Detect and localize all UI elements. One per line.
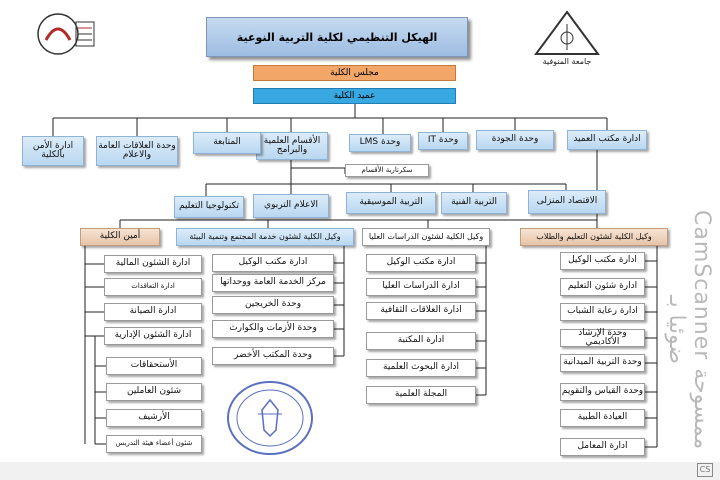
unit-it: وحدة IT	[418, 132, 468, 150]
edu-item: ادارة رعاية الشباب	[560, 303, 645, 321]
footer-bar	[0, 462, 720, 480]
unit-lms: وحدة LMS	[349, 134, 411, 152]
departments-secretariat: سكرتارية الأقسام	[345, 164, 429, 177]
official-stamp	[224, 378, 316, 458]
grad-item: ادارة مكتب الوكيل	[366, 254, 476, 272]
community-item: وحدة المكتب الأخضر	[212, 347, 334, 365]
secretary-item: ادارة التعاقدات	[104, 278, 202, 296]
edu-item: وحدة القياس والتقويم	[560, 383, 645, 401]
unit-follow-up: المتابعة	[193, 132, 261, 154]
community-item: ادارة مكتب الوكيل	[212, 254, 334, 272]
dept-art-education: التربية الفنية	[441, 192, 507, 214]
university-logo	[532, 10, 602, 66]
unit-security: ادارة الأمن بالكلية	[22, 136, 84, 166]
university-logo-icon	[532, 10, 602, 66]
secretary-item: ادارة الشئون المالية	[104, 255, 202, 273]
secretary-sub-item: الأستحقاقات	[106, 357, 202, 375]
community-item: وحدة الأزمات والكوارث	[212, 320, 334, 338]
dept-music-education: التربية الموسيقية	[346, 192, 436, 214]
secretary-sub-item: شئون العاملين	[106, 383, 202, 401]
vice-dean-community-service: وكيل الكلية لشئون خدمة المجتمع وتنمية البيئة	[176, 228, 354, 246]
dept-home-economics: الاقتصاد المنزلى	[528, 190, 606, 214]
faculty-logo	[28, 10, 100, 58]
dept-educational-media: الاعلام التربوي	[253, 194, 329, 218]
scanner-watermark: CamScanner ممسوحة ضوئيا بـ	[664, 210, 714, 450]
edu-item: العيادة الطبية	[560, 409, 645, 427]
page-title: الهيكل التنظيمي لكلية التربية النوعية	[206, 17, 468, 57]
unit-quality: وحدة الجودة	[476, 130, 554, 150]
secretary-sub-item: الأرشيف	[106, 409, 202, 427]
unit-scientific-departments: الأقسام العلمية والبرامج	[256, 132, 328, 160]
secretary-item: ادارة الصيانة	[104, 303, 202, 321]
faculty-dean: عميد الكلية	[253, 88, 456, 104]
edu-item: ادارة المعامل	[560, 438, 645, 456]
faculty-logo-icon	[28, 10, 100, 58]
unit-public-relations: وحدة العلاقات العامة والاعلام	[96, 136, 178, 166]
scanner-icon: CS	[697, 463, 713, 477]
grad-item: ادارة البحوث العلمية	[366, 359, 476, 377]
grad-item: المجلة العلمية	[366, 386, 476, 404]
faculty-council: مجلس الكلية	[253, 65, 456, 81]
stamp-icon	[224, 378, 316, 458]
edu-item: ادارة مكتب الوكيل	[560, 252, 645, 270]
secretary-item: ادارة الشئون الإدارية	[104, 327, 202, 345]
community-item: وحدة الخريجين	[212, 296, 334, 314]
grad-item: ادارة العلاقات الثقافية	[366, 302, 476, 320]
faculty-secretary: أمين الكلية	[80, 228, 160, 246]
community-item: مركز الخدمة العامة ووحداتها	[212, 274, 334, 292]
edu-item: وحدة الإرشاد الأكاديمي	[560, 329, 645, 347]
vice-dean-education-students: وكيل الكلية لشئون التعليم والطلاب	[520, 228, 668, 246]
grad-item: ادارة الدراسات العليا	[366, 278, 476, 296]
svg-text:جامعة المنوفية: جامعة المنوفية	[542, 57, 592, 66]
edu-item: ادارة شئون التعليم	[560, 278, 645, 296]
edu-item: وحدة التربية الميدانية	[560, 354, 645, 372]
dept-educational-technology: تكنولوجيا التعليم	[174, 196, 244, 218]
grad-item: ادارة المكتبة	[366, 332, 476, 350]
secretary-sub-item: شئون أعضاء هيئة التدريس	[106, 435, 202, 453]
unit-dean-office: ادارة مكتب العميد	[567, 130, 647, 150]
vice-dean-graduate-studies: وكيل الكلية لشئون الدراسات العليا	[362, 228, 490, 246]
